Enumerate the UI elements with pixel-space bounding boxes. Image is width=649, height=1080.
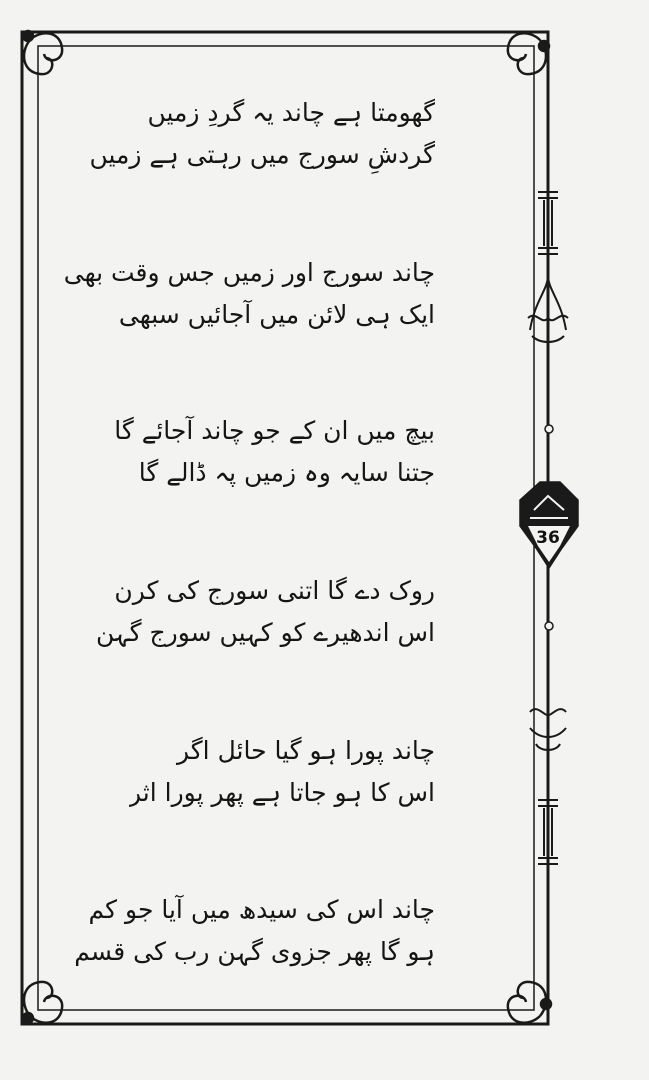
verse-line: بیچ میں ان کے جو چاند آجائے گا [114,416,435,445]
verse-line: چاند اس کی سیدھ میں آیا جو کم [88,895,435,924]
corner-ornament-top-left [23,31,62,74]
verse-line: گھومتا ہے چاند یہ گردِ زمیں [147,98,435,127]
verse-line: گردشِ سورج میں رہتی ہے زمیں [89,140,435,169]
corner-ornament-bottom-right [508,982,551,1023]
verse-line: ایک ہی لائن میں آجائیں سبھی [118,300,435,329]
stanza-1 [89,92,435,176]
verse-line: چاند سورج اور زمیں جس وقت بھی [63,258,435,287]
verse-line: روک دے گا اتنی سورج کی کرن [114,576,435,605]
verse-line: اس اندھیرے کو کہیں سورج گہن [96,618,435,647]
verse-line: چاند پورا ہو گیا حائل اگر [176,736,435,765]
page-badge-icon [520,482,578,568]
stanza-4 [96,570,435,654]
corner-ornament-top-right [508,33,549,74]
stanza-6 [74,889,435,973]
page-number: 36 [536,528,560,548]
verse-line: جتنا سایہ وہ زمیں پہ ڈالے گا [138,458,435,487]
stanza-2 [64,252,435,336]
verse-line: اس کا ہو جاتا ہے پھر پورا اثر [129,778,435,807]
verse-line: ہو گا پھر جزوی گہن رب کی قسم [74,937,435,966]
stanza-5 [129,730,435,814]
stanza-3 [114,410,435,494]
corner-ornament-bottom-left [23,982,62,1023]
